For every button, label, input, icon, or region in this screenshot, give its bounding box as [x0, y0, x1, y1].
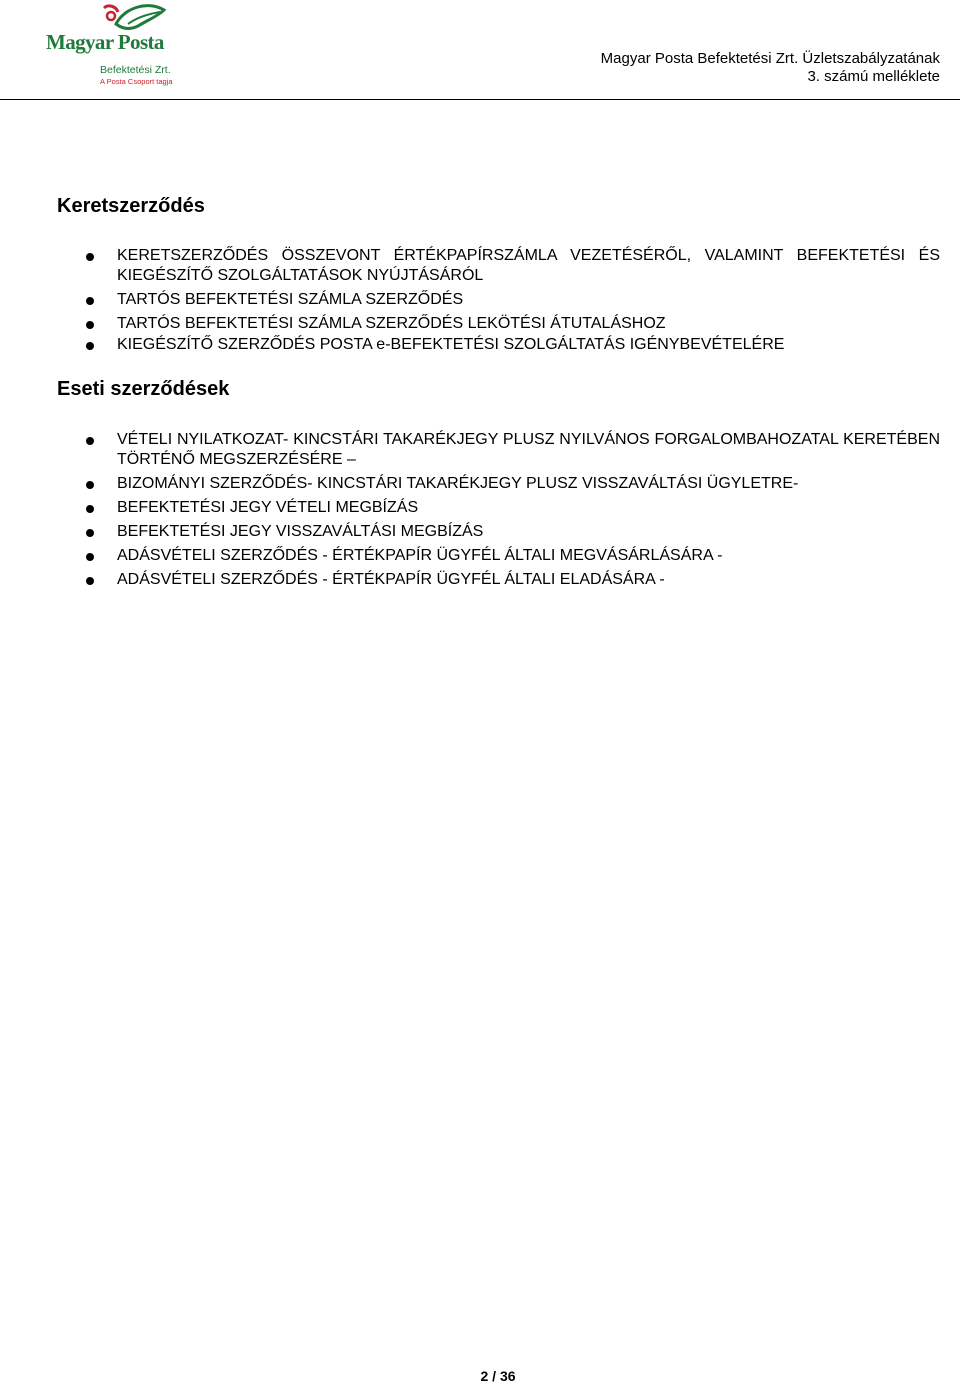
list-item-text: ADÁSVÉTELI SZERZŐDÉS - ÉRTÉKPAPÍR ÜGYFÉL ÁLTALI ELADÁSÁRA - [117, 571, 665, 588]
list-item-text: BEFEKTETÉSI JEGY VISSZAVÁLTÁSI MEGBÍZÁS [117, 523, 484, 540]
list-item-text: VÉTELI NYILATKOZAT- KINCSTÁRI TAKARÉKJEGY PLUSZ NYILVÁNOS FORGALOMBAHOZATAL KERETÉBEN TÖRTÉNŐ MEGSZERZÉSÉRE – [117, 431, 940, 468]
keretszerzodes-list [0, 246, 960, 355]
bullet-icon [86, 505, 94, 513]
bullet-icon [86, 253, 94, 261]
bullet-icon [86, 577, 94, 585]
bullet-icon [86, 529, 94, 537]
bullet-icon [86, 321, 94, 329]
bullet-icon [86, 553, 94, 561]
magyar-posta-logo [44, 2, 174, 86]
list-item-text: KIEGÉSZÍTŐ SZERZŐDÉS POSTA e-BEFEKTETÉSI SZOLGÁLTATÁS IGÉNYBEVÉTELÉRE [117, 336, 785, 353]
list-item [0, 290, 960, 310]
list-item [0, 474, 960, 494]
list-item-text: BIZOMÁNYI SZERZŐDÉS- KINCSTÁRI TAKARÉKJEGY PLUSZ VISSZAVÁLTÁSI ÜGYLETRE- [117, 475, 799, 492]
logo-name: Magyar Posta [46, 30, 164, 54]
page-header [0, 0, 960, 102]
list-item-text: KERETSZERZŐDÉS ÖSSZEVONT ÉRTÉKPAPÍRSZÁMLA VEZETÉSÉRŐL, VALAMINT BEFEKTETÉSI ÉS KIEGÉSZÍTŐ SZOLGÁLTATÁSOK NYÚJTÁSÁRÓL [117, 247, 940, 284]
logo-subtitle: Befektetési Zrt. [100, 64, 171, 76]
list-item-text: ADÁSVÉTELI SZERZŐDÉS - ÉRTÉKPAPÍR ÜGYFÉL ÁLTALI MEGVÁSÁRLÁSÁRA - [117, 547, 723, 564]
document-reference-line-1: Magyar Posta Befektetési Zrt. Üzletszabályzatának [600, 50, 940, 67]
document-reference-line-2: 3. számú melléklete [807, 68, 940, 85]
list-item [0, 314, 960, 334]
logo-tagline: A Posta Csoport tagja [100, 77, 173, 86]
bullet-icon [86, 481, 94, 489]
bullet-icon [86, 437, 94, 445]
list-item-text: TARTÓS BEFEKTETÉSI SZÁMLA SZERZŐDÉS [117, 291, 464, 308]
header-divider [0, 99, 960, 100]
list-item [0, 246, 960, 286]
page-number: 2 / 36 [480, 1368, 516, 1384]
bullet-icon [86, 297, 94, 305]
list-item [0, 430, 960, 470]
section-title-eseti-szerzodesek: Eseti szerződések [57, 378, 230, 400]
document-reference [601, 50, 940, 86]
list-item [0, 335, 960, 355]
list-item [0, 498, 960, 518]
eseti-szerzodesek-list [0, 430, 960, 590]
bullet-icon [86, 342, 94, 350]
list-item-text: TARTÓS BEFEKTETÉSI SZÁMLA SZERZŐDÉS LEKÖTÉSI ÁTUTALÁSHOZ [117, 315, 666, 332]
list-item [0, 546, 960, 566]
list-item [0, 522, 960, 542]
list-item [0, 570, 960, 590]
list-item-text: BEFEKTETÉSI JEGY VÉTELI MEGBÍZÁS [117, 499, 419, 516]
section-title-keretszerzodes: Keretszerződés [57, 195, 205, 217]
